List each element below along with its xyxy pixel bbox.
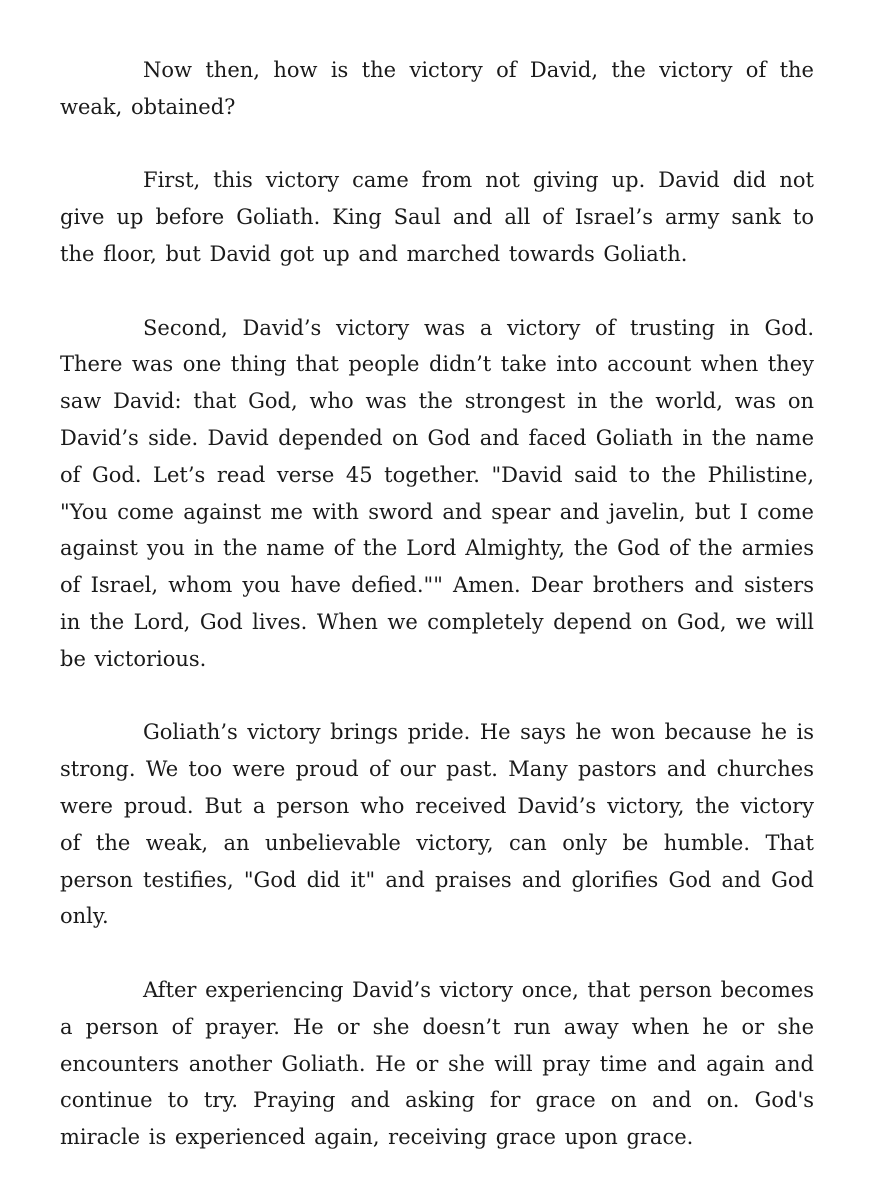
document-page	[60, 52, 814, 1156]
paragraph-pride: Goliath’s victory brings pride. He says he won because he is strong. We too were proud of our past. Many pastors and churches were proud. But a person who received David’s victory, the victory of the weak, an unbelievable victory, can only be humble. That person testifies, "God did it" and praises and glorifies God and God only.	[60, 720, 814, 929]
paragraph-question: Now then, how is the victory of David, the victory of the weak, obtained?	[60, 58, 814, 119]
paragraph-prayer: After experiencing David’s victory once, that person becomes a person of prayer. He or she doesn’t run away when he or she encounters another Goliath. He or she will pray time and again and continue to try. Praying and asking for grace on and on. God's miracle is experienced again, receiving grace upon grace.	[60, 977, 814, 1150]
paragraph-trusting-god: Second, David’s victory was a victory of trusting in God. There was one thing that people didn’t take into account when they saw David: that God, who was the strongest in the world, was on David’s side. David depended on God and faced Goliath in the name of God. Let’s read verse 45 together. "David said to the Philistine, "You come against me with sword and spear and javelin, but I come against you in the name of the Lord Almighty, the God of the armies of Israel, whom you have defied."" Amen. Dear brothers and sisters in the Lord, God lives. When we completely depend on God, we will be victorious.	[60, 315, 814, 671]
paragraph-not-giving-up: First, this victory came from not giving up. David did not give up before Goliath. King Saul and all of Israel’s army sank to the floor, but David got up and marched towards Goliath.	[60, 168, 814, 266]
